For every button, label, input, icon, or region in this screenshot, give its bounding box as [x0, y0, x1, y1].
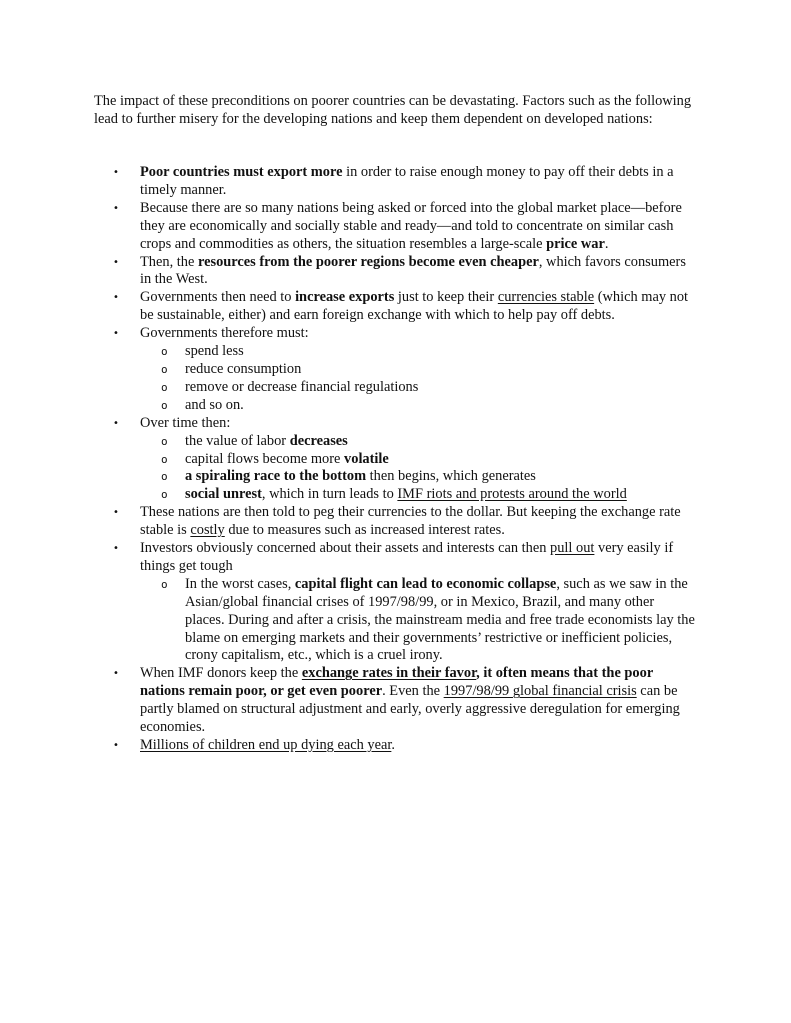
sub-list — [140, 343, 696, 415]
bold-text: a spiraling race to the bottom — [185, 468, 367, 485]
bold-text: , it often means that the poor nations remain poor, or get even poorer — [140, 665, 653, 700]
list-item: • When IMF donors keep the exchange rates in their favor, it often means that the poor nations remain poor, or get even poorer. Even the 1997/98/99 global financial crisis can be partly blamed on structural adjustment and early, overly aggressive deregulation for emerging economies. — [94, 665, 696, 737]
pull-out-link[interactable]: pull out — [550, 540, 595, 557]
intro-paragraph: The impact of these preconditions on poorer countries can be devastating. Factors such as the following lead to further misery for the developing nations and keep them dependent on developed nations: — [94, 93, 692, 127]
bold-text: capital flight can lead to economic collapse — [294, 575, 557, 592]
sub-list — [140, 433, 696, 505]
sub-list-item: o capital flows become more volatile — [140, 451, 696, 469]
costly-link[interactable]: costly — [190, 522, 225, 539]
sub-list-item: o In the worst cases, capital flight can lead to economic collapse, such as we saw in the Asian/global financial crises of 1997/98/99, or in Mexico, Brazil, and many other places. During and after a crisis, the mainstream media and free trade economists lay the blame on emerging markets and their governments’ restrictive or inefficient policies, crony capitalism, etc., which is a cruel irony. — [140, 576, 696, 666]
sub-list — [140, 576, 696, 666]
bold-text: Poor countries must export more — [140, 164, 343, 180]
imf-riots-link[interactable]: IMF riots and protests around the world — [397, 486, 627, 503]
list-item: • Governments then need to increase exports just to keep their currencies stable (which may not be sustainable, either) and earn foreign exchange with which to help pay off debts. — [94, 289, 696, 325]
children-dying-link[interactable]: Millions of children end up dying each year — [140, 737, 392, 753]
sub-list-item: o spend less — [140, 343, 696, 361]
list-item: • Then, the resources from the poorer regions become even cheaper, which favors consumers in the West. — [94, 254, 696, 290]
list-item: • Because there are so many nations being asked or forced into the global market place—before they are economically and socially stable and ready—and told to concentrate on similar cash crops and commodities as others, the situation resembles a large-scale price war. — [94, 200, 696, 254]
bold-text: price war — [546, 235, 605, 252]
bold-text: resources from the poorer regions become even cheaper — [197, 253, 539, 270]
bold-text: increase exports — [295, 289, 395, 306]
list-item: • Millions of children end up dying each year. — [94, 737, 696, 755]
list-item: • Over time then: o the value of labor decreases o capital flows become more volatile o a spiraling race to the bottom then begins, which generates o social unrest, which in turn leads to IMF riots and protests around the world — [94, 415, 696, 505]
sub-list-item: o remove or decrease financial regulations — [140, 379, 696, 397]
list-item: • Investors obviously concerned about their assets and interests can then pull out very easily if things get tough o In the worst cases, capital flight can lead to economic collapse, such as we saw in the Asian/global financial crises of 1997/98/99, or in Mexico, Brazil, and many other places. During and after a crisis, the mainstream media and free trade economists lay the blame on emerging markets and their governments’ restrictive or inefficient policies, crony capitalism, etc., which is a cruel irony. — [94, 540, 696, 665]
list-item: • These nations are then told to peg their currencies to the dollar. But keeping the exchange rate stable is costly due to measures such as increased interest rates. — [94, 504, 696, 540]
factors-list — [94, 164, 696, 755]
sub-list-item: o and so on. — [140, 397, 696, 415]
bold-text: decreases — [289, 432, 348, 449]
bold-text: social unrest — [185, 486, 262, 503]
list-item: • Governments therefore must: o spend less o reduce consumption o remove or decrease financial regulations o and so on. — [94, 325, 696, 415]
sub-list-item: o reduce consumption — [140, 361, 696, 379]
sub-list-item: o the value of labor decreases — [140, 433, 696, 451]
sub-list-item: o a spiraling race to the bottom then begins, which generates — [140, 468, 696, 486]
exchange-rates-link[interactable]: exchange rates in their favor — [301, 665, 477, 682]
financial-crisis-link[interactable]: 1997/98/99 global financial crisis — [443, 683, 637, 700]
bold-text: volatile — [344, 450, 389, 467]
list-item: • Poor countries must export more in order to raise enough money to pay off their debts in a timely manner. — [94, 164, 696, 200]
sub-list-item: o social unrest, which in turn leads to IMF riots and protests around the world — [140, 486, 696, 504]
currencies-stable-link[interactable]: currencies stable — [497, 289, 595, 306]
